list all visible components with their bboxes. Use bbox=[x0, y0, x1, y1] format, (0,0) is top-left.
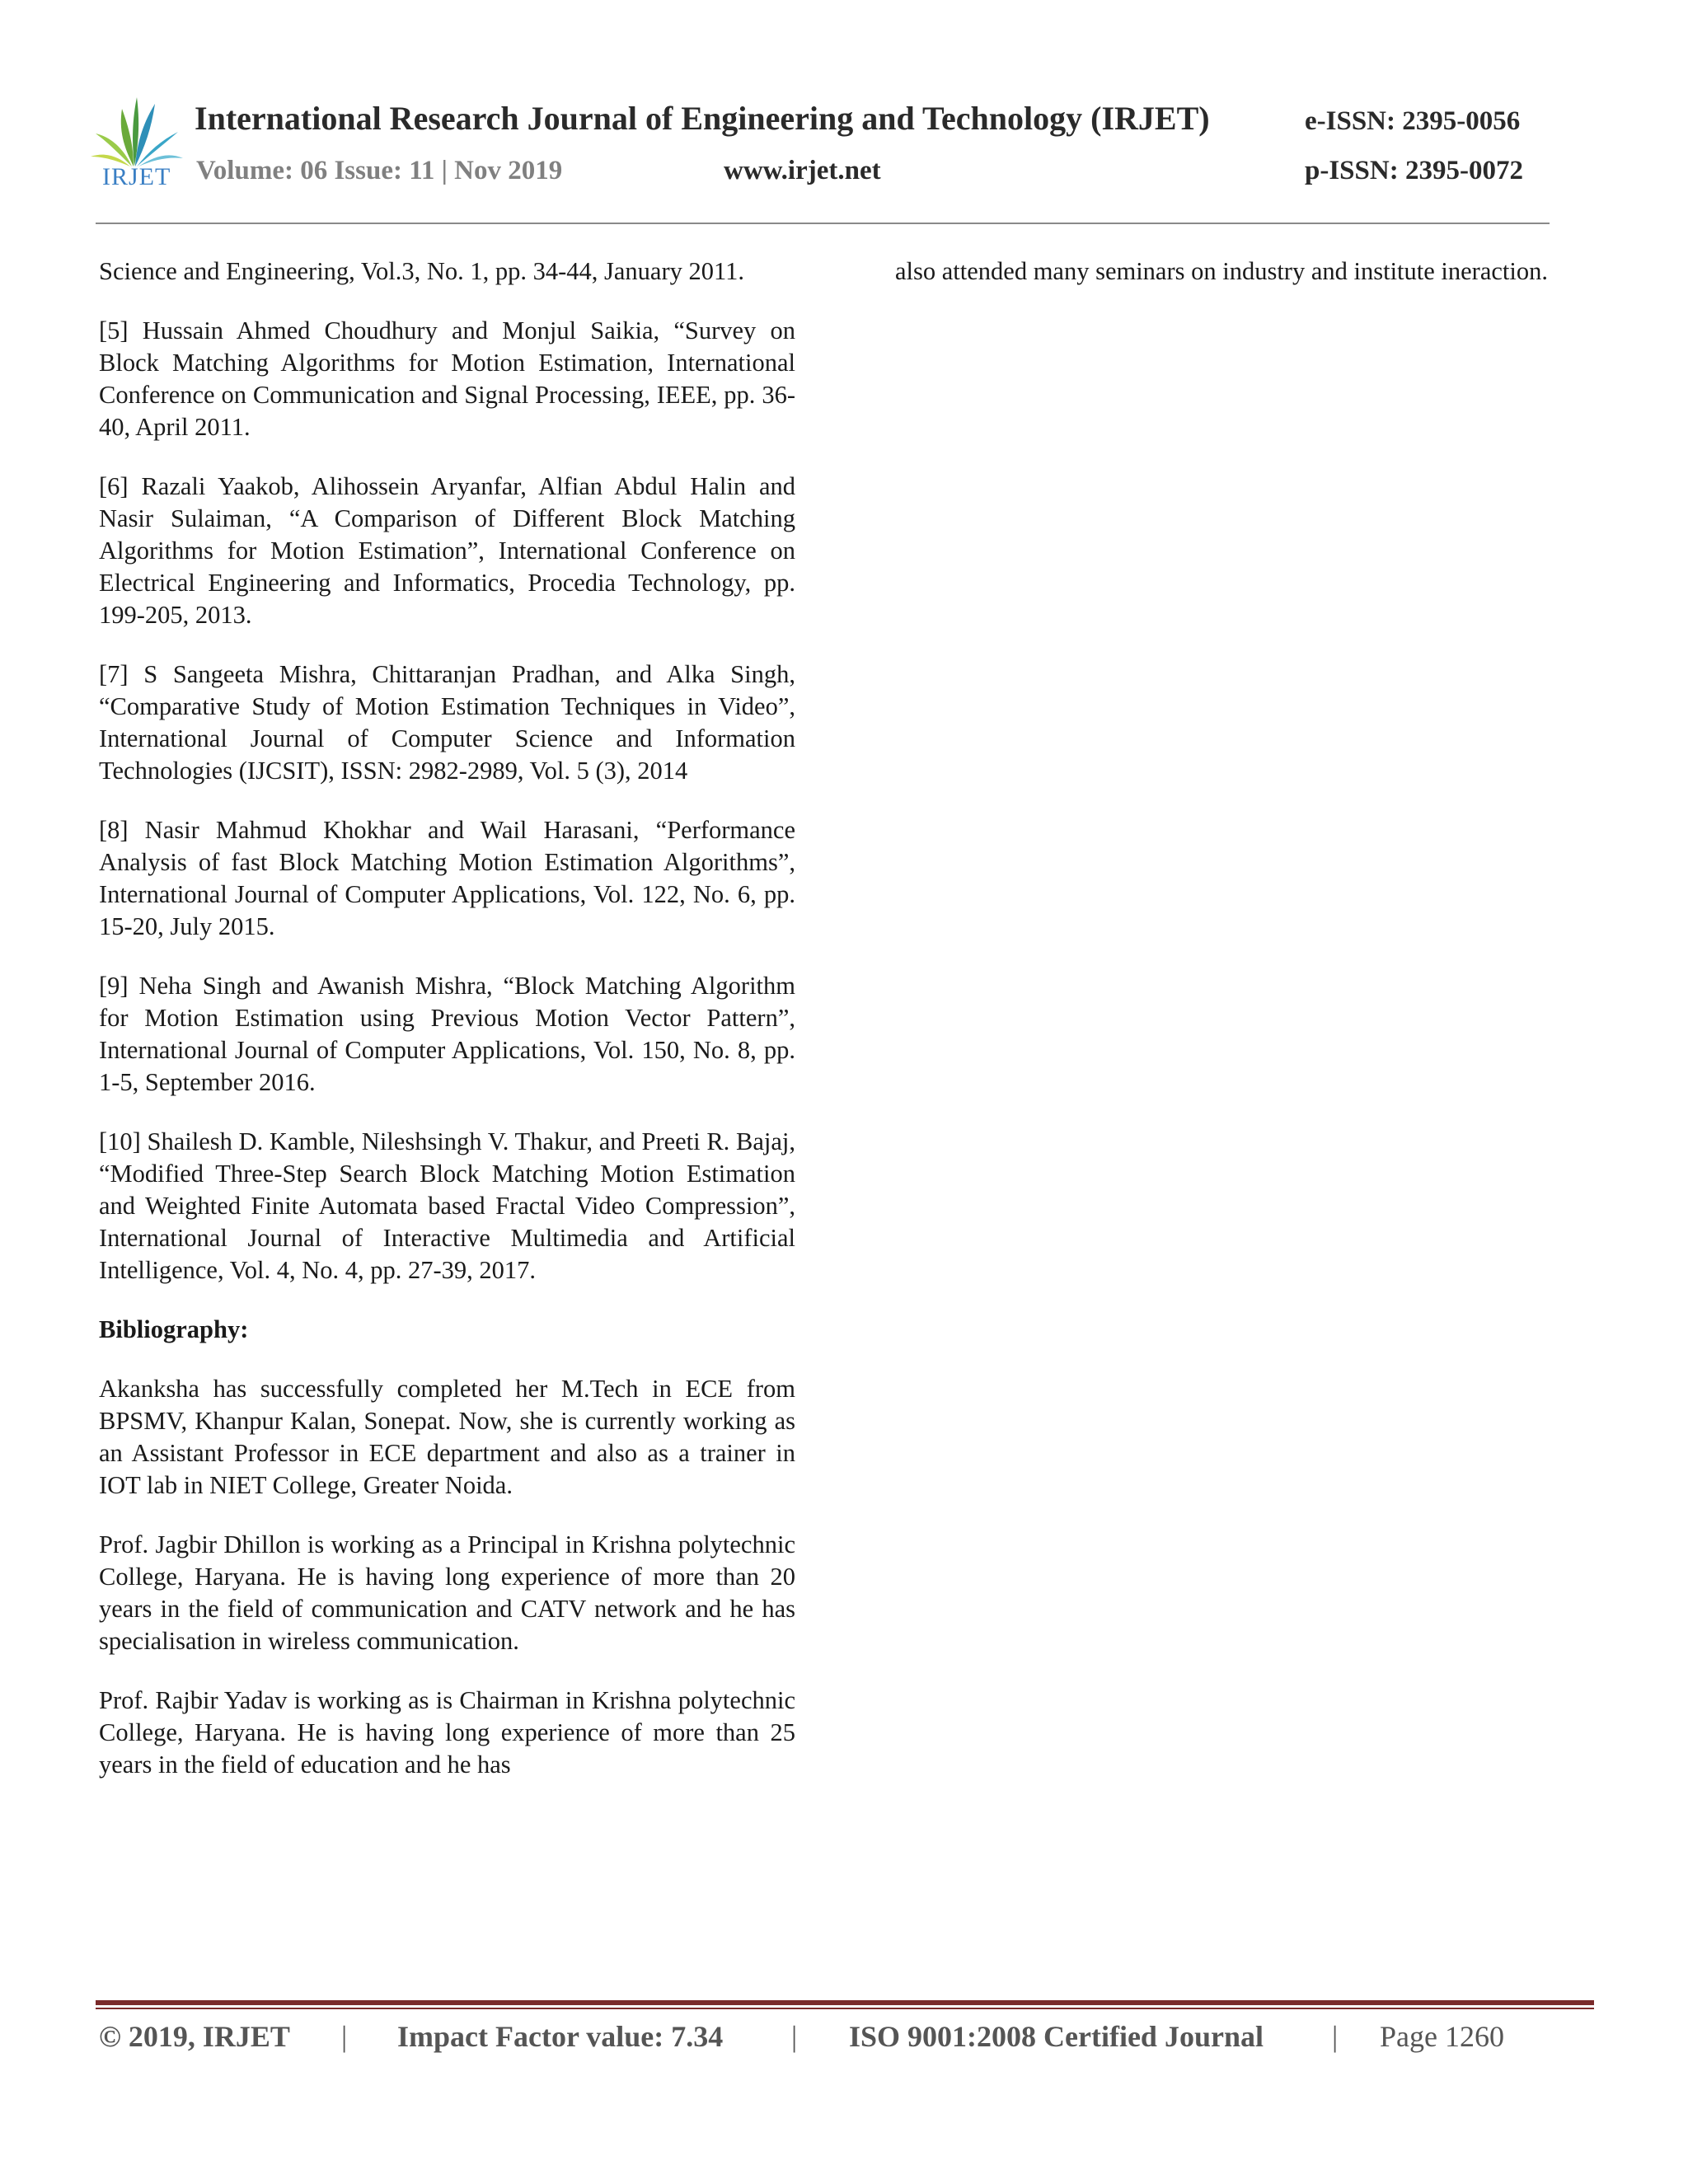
header-divider bbox=[96, 223, 1550, 224]
footer-separator: | bbox=[1332, 2020, 1339, 2053]
irjet-logo bbox=[91, 97, 183, 194]
footer-copyright: © 2019, IRJET bbox=[99, 2020, 290, 2053]
page-footer bbox=[99, 2018, 1582, 2059]
bio-jagbir-dhillon: Prof. Jagbir Dhillon is working as a Principal in Krishna polytechnic College, Haryana. He is having long experience of more than 20 years in the field of communication and CATV network and he has specialisation in wireless communication. bbox=[99, 1530, 795, 1655]
journal-website-link[interactable]: www.irjet.net bbox=[724, 156, 881, 185]
logo-text: IRJET bbox=[102, 163, 171, 190]
footer-impact-factor: Impact Factor value: 7.34 bbox=[397, 2020, 724, 2053]
footer-divider-thick bbox=[96, 2000, 1594, 2005]
reference-10: [10] Shailesh D. Kamble, Nileshsingh V. Thakur, and Preeti R. Bajaj, “Modified Three-Step Search Block Matching Motion Estimation and Weighted Finite Automata based Fractal Video Compression”, International Journal of Interactive Multimedia and Artificial Intelligence, Vol. 4, No. 4, pp. 27-39, 2017. bbox=[99, 1127, 795, 1284]
leaf-logo-icon bbox=[91, 97, 183, 168]
page-header bbox=[0, 0, 1688, 231]
p-issn: p-ISSN: 2395-0072 bbox=[1305, 156, 1523, 185]
bio-rajbir-yadav-continued: also attended many seminars on industry and institute ineraction. bbox=[895, 257, 1548, 285]
footer-divider-thin bbox=[96, 2008, 1594, 2009]
reference-8: [8] Nasir Mahmud Khokhar and Wail Harasani, “Performance Analysis of fast Block Matching Motion Estimation Algorithms”, International Journal of Computer Applications, Vol. 122, No. 6, pp. 15-20, July 2015. bbox=[99, 816, 795, 940]
footer-separator: | bbox=[341, 2020, 348, 2053]
e-issn: e-ISSN: 2395-0056 bbox=[1305, 106, 1521, 136]
bio-rajbir-yadav: Prof. Rajbir Yadav is working as is Chairman in Krishna polytechnic College, Haryana. He is having long experience of more than 25 years in the field of education and he has bbox=[99, 1686, 795, 1779]
footer-page-number: Page 1260 bbox=[1380, 2020, 1504, 2053]
reference-5: [5] Hussain Ahmed Choudhury and Monjul Saikia, “Survey on Block Matching Algorithms for Motion Estimation, International Conference on Communication and Signal Processing, IEEE, pp. 36-40, April 2011. bbox=[99, 316, 795, 441]
reference-7: [7] S Sangeeta Mishra, Chittaranjan Pradhan, and Alka Singh, “Comparative Study of Motion Estimation Techniques in Video”, International Journal of Computer Science and Information Technologies (IJCSIT), ISSN: 2982-2989, Vol. 5 (3), 2014 bbox=[99, 660, 795, 785]
bio-akanksha: Akanksha has successfully completed her M.Tech in ECE from BPSMV, Khanpur Kalan, Sonepat. Now, she is currently working as an Assistant Professor in ECE department and also as a trainer in IOT lab in NIET College, Greater Noida. bbox=[99, 1375, 795, 1499]
volume-issue: Volume: 06 Issue: 11 | Nov 2019 bbox=[196, 156, 563, 185]
right-column bbox=[895, 255, 1591, 315]
bibliography-heading: Bibliography: bbox=[99, 1315, 249, 1343]
left-column bbox=[99, 255, 795, 1808]
footer-separator: | bbox=[791, 2020, 798, 2053]
reference-6: [6] Razali Yaakob, Alihossein Aryanfar, Alfian Abdul Halin and Nasir Sulaiman, “A Comparison of Different Block Matching Algorithms for Motion Estimation”, International Conference on Electrical Engineering and Informatics, Procedia Technology, pp. 199-205, 2013. bbox=[99, 472, 795, 629]
footer-iso-certification: ISO 9001:2008 Certified Journal bbox=[849, 2020, 1264, 2053]
reference-9: [9] Neha Singh and Awanish Mishra, “Block Matching Algorithm for Motion Estimation using Previous Motion Vector Pattern”, International Journal of Computer Applications, Vol. 150, No. 8, pp. 1-5, September 2016. bbox=[99, 972, 795, 1096]
journal-title: International Research Journal of Engineering and Technology (IRJET) bbox=[195, 100, 1210, 137]
reference-continued: Science and Engineering, Vol.3, No. 1, pp. 34-44, January 2011. bbox=[99, 257, 744, 285]
